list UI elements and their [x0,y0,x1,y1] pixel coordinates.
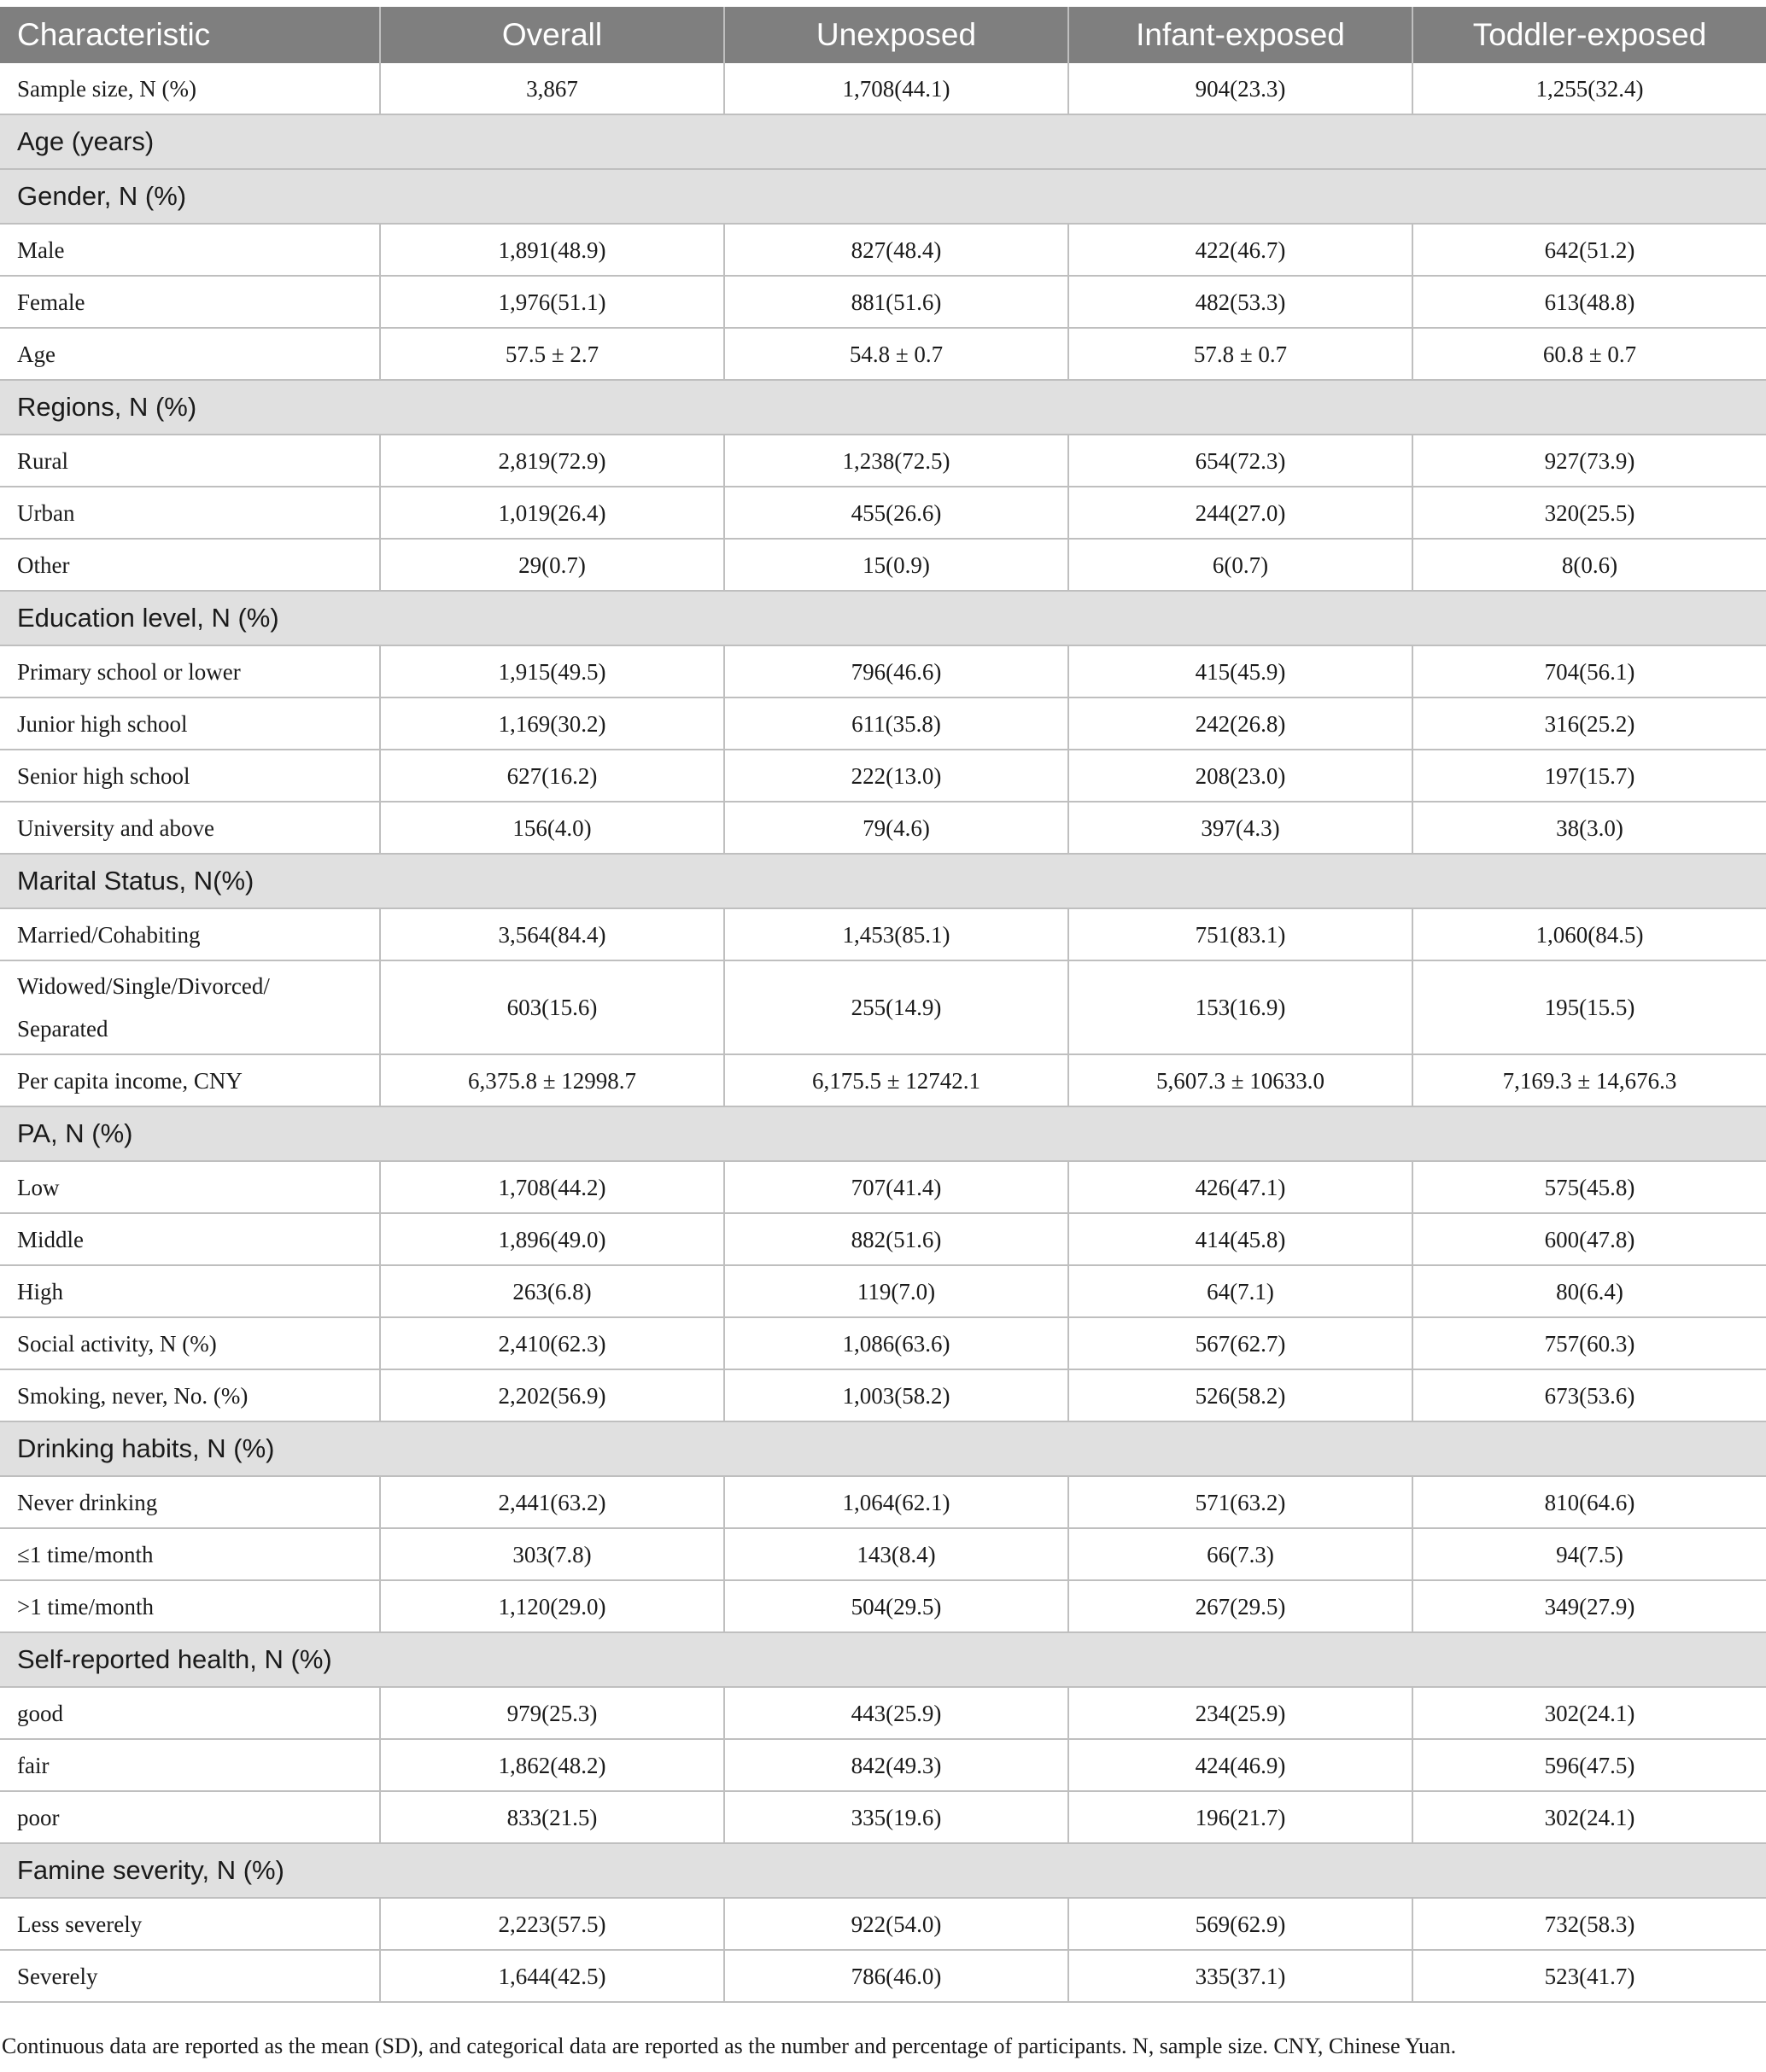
cell-infant-exposed: 397(4.3) [1068,802,1412,854]
cell-toddler-exposed: 320(25.5) [1412,487,1766,539]
cell-unexposed: 1,064(62.1) [724,1476,1068,1528]
cell-unexposed: 1,708(44.1) [724,63,1068,114]
cell-overall: 263(6.8) [380,1265,724,1317]
row-label: Female [0,276,380,328]
cell-unexposed: 335(19.6) [724,1791,1068,1843]
cell-unexposed: 143(8.4) [724,1528,1068,1580]
section-label: Gender, N (%) [0,169,1766,224]
cell-overall: 2,223(57.5) [380,1898,724,1950]
cell-infant-exposed: 66(7.3) [1068,1528,1412,1580]
cell-toddler-exposed: 575(45.8) [1412,1161,1766,1213]
cell-unexposed: 1,086(63.6) [724,1317,1068,1369]
section-label: Regions, N (%) [0,380,1766,435]
row-label: Widowed/Single/Divorced/ Separated [0,960,380,1054]
cell-infant-exposed: 153(16.9) [1068,960,1412,1054]
cell-unexposed: 786(46.0) [724,1950,1068,2002]
cell-toddler-exposed: 1,255(32.4) [1412,63,1766,114]
section-header-row [0,169,1766,224]
section-label: Marital Status, N(%) [0,854,1766,908]
cell-toddler-exposed: 757(60.3) [1412,1317,1766,1369]
cell-overall: 2,441(63.2) [380,1476,724,1528]
cell-overall: 603(15.6) [380,960,724,1054]
row-label: Senior high school [0,750,380,802]
cell-infant-exposed: 234(25.9) [1068,1687,1412,1739]
section-header-row [0,380,1766,435]
cell-toddler-exposed: 927(73.9) [1412,435,1766,487]
header-characteristic: Characteristic [0,7,380,63]
table-row [0,960,1766,1054]
row-label: Primary school or lower [0,645,380,697]
cell-infant-exposed: 569(62.9) [1068,1898,1412,1950]
cell-unexposed: 119(7.0) [724,1265,1068,1317]
table-row [0,802,1766,854]
table-row [0,1739,1766,1791]
cell-overall: 2,819(72.9) [380,435,724,487]
cell-infant-exposed: 526(58.2) [1068,1369,1412,1421]
cell-unexposed: 504(29.5) [724,1580,1068,1632]
cell-infant-exposed: 208(23.0) [1068,750,1412,802]
cell-toddler-exposed: 732(58.3) [1412,1898,1766,1950]
cell-toddler-exposed: 600(47.8) [1412,1213,1766,1265]
cell-toddler-exposed: 523(41.7) [1412,1950,1766,2002]
cell-unexposed: 707(41.4) [724,1161,1068,1213]
cell-infant-exposed: 415(45.9) [1068,645,1412,697]
cell-infant-exposed: 6(0.7) [1068,539,1412,591]
cell-overall: 1,169(30.2) [380,697,724,750]
section-label: Self-reported health, N (%) [0,1632,1766,1687]
cell-unexposed: 15(0.9) [724,539,1068,591]
section-label: Drinking habits, N (%) [0,1421,1766,1476]
cell-unexposed: 882(51.6) [724,1213,1068,1265]
cell-overall: 979(25.3) [380,1687,724,1739]
table-row [0,1898,1766,1950]
table-row [0,697,1766,750]
section-label: Education level, N (%) [0,591,1766,645]
cell-toddler-exposed: 302(24.1) [1412,1687,1766,1739]
cell-infant-exposed: 571(63.2) [1068,1476,1412,1528]
header-row [0,7,1766,63]
row-label: Social activity, N (%) [0,1317,380,1369]
cell-overall: 3,564(84.4) [380,908,724,960]
cell-unexposed: 827(48.4) [724,224,1068,276]
table-row [0,1369,1766,1421]
section-header-row [0,1843,1766,1898]
cell-unexposed: 881(51.6) [724,276,1068,328]
section-header-row [0,1632,1766,1687]
cell-infant-exposed: 5,607.3 ± 10633.0 [1068,1054,1412,1106]
row-label: Per capita income, CNY [0,1054,380,1106]
cell-overall: 1,896(49.0) [380,1213,724,1265]
cell-unexposed: 796(46.6) [724,645,1068,697]
table-row [0,1528,1766,1580]
cell-unexposed: 54.8 ± 0.7 [724,328,1068,380]
cell-unexposed: 222(13.0) [724,750,1068,802]
row-label: Married/Cohabiting [0,908,380,960]
cell-infant-exposed: 751(83.1) [1068,908,1412,960]
section-label: PA, N (%) [0,1106,1766,1161]
cell-toddler-exposed: 810(64.6) [1412,1476,1766,1528]
table-row [0,487,1766,539]
header-overall: Overall [380,7,724,63]
cell-toddler-exposed: 7,169.3 ± 14,676.3 [1412,1054,1766,1106]
table-row [0,750,1766,802]
table-row [0,328,1766,380]
cell-overall: 1,891(48.9) [380,224,724,276]
table-row [0,1950,1766,2002]
row-label: Urban [0,487,380,539]
cell-overall: 627(16.2) [380,750,724,802]
table-row [0,908,1766,960]
row-label: Age [0,328,380,380]
table-row [0,224,1766,276]
cell-overall: 156(4.0) [380,802,724,854]
table-row [0,1476,1766,1528]
section-header-row [0,591,1766,645]
cell-unexposed: 255(14.9) [724,960,1068,1054]
row-label: ≤1 time/month [0,1528,380,1580]
cell-unexposed: 922(54.0) [724,1898,1068,1950]
table-row [0,1580,1766,1632]
section-header-row [0,114,1766,169]
row-label: University and above [0,802,380,854]
cell-toddler-exposed: 349(27.9) [1412,1580,1766,1632]
cell-infant-exposed: 424(46.9) [1068,1739,1412,1791]
cell-toddler-exposed: 704(56.1) [1412,645,1766,697]
table-row [0,1791,1766,1843]
cell-overall: 1,019(26.4) [380,487,724,539]
table-row [0,645,1766,697]
row-label: Severely [0,1950,380,2002]
cell-infant-exposed: 482(53.3) [1068,276,1412,328]
cell-overall: 1,915(49.5) [380,645,724,697]
cell-infant-exposed: 196(21.7) [1068,1791,1412,1843]
table-row [0,1317,1766,1369]
cell-unexposed: 842(49.3) [724,1739,1068,1791]
cell-infant-exposed: 426(47.1) [1068,1161,1412,1213]
cell-unexposed: 1,453(85.1) [724,908,1068,960]
cell-toddler-exposed: 197(15.7) [1412,750,1766,802]
cell-infant-exposed: 567(62.7) [1068,1317,1412,1369]
table-row [0,539,1766,591]
cell-infant-exposed: 654(72.3) [1068,435,1412,487]
cell-toddler-exposed: 596(47.5) [1412,1739,1766,1791]
characteristics-table [0,7,1766,2003]
cell-overall: 1,644(42.5) [380,1950,724,2002]
row-label: good [0,1687,380,1739]
cell-overall: 57.5 ± 2.7 [380,328,724,380]
cell-overall: 1,120(29.0) [380,1580,724,1632]
cell-overall: 833(21.5) [380,1791,724,1843]
row-label: Smoking, never, No. (%) [0,1369,380,1421]
row-label: High [0,1265,380,1317]
table-row [0,1213,1766,1265]
row-label: Other [0,539,380,591]
cell-infant-exposed: 414(45.8) [1068,1213,1412,1265]
characteristics-table-container [0,7,1766,2003]
cell-overall: 6,375.8 ± 12998.7 [380,1054,724,1106]
row-label: >1 time/month [0,1580,380,1632]
table-header [0,7,1766,63]
cell-toddler-exposed: 38(3.0) [1412,802,1766,854]
table-row [0,1265,1766,1317]
header-toddler-exposed: Toddler-exposed [1412,7,1766,63]
cell-toddler-exposed: 60.8 ± 0.7 [1412,328,1766,380]
cell-unexposed: 455(26.6) [724,487,1068,539]
cell-overall: 1,708(44.2) [380,1161,724,1213]
section-header-row [0,1106,1766,1161]
row-label: Middle [0,1213,380,1265]
header-infant-exposed: Infant-exposed [1068,7,1412,63]
table-body [0,63,1766,2002]
cell-toddler-exposed: 195(15.5) [1412,960,1766,1054]
row-label: Less severely [0,1898,380,1950]
cell-infant-exposed: 242(26.8) [1068,697,1412,750]
row-label: Sample size, N (%) [0,63,380,114]
cell-infant-exposed: 57.8 ± 0.7 [1068,328,1412,380]
cell-unexposed: 6,175.5 ± 12742.1 [724,1054,1068,1106]
row-label: Low [0,1161,380,1213]
cell-infant-exposed: 422(46.7) [1068,224,1412,276]
section-label: Famine severity, N (%) [0,1843,1766,1898]
table-row [0,1054,1766,1106]
row-label: Male [0,224,380,276]
cell-toddler-exposed: 316(25.2) [1412,697,1766,750]
cell-infant-exposed: 904(23.3) [1068,63,1412,114]
cell-toddler-exposed: 94(7.5) [1412,1528,1766,1580]
cell-unexposed: 1,003(58.2) [724,1369,1068,1421]
table-row [0,435,1766,487]
cell-toddler-exposed: 1,060(84.5) [1412,908,1766,960]
cell-overall: 2,202(56.9) [380,1369,724,1421]
header-unexposed: Unexposed [724,7,1068,63]
cell-toddler-exposed: 642(51.2) [1412,224,1766,276]
section-header-row [0,854,1766,908]
table-row [0,1161,1766,1213]
row-label: poor [0,1791,380,1843]
cell-overall: 3,867 [380,63,724,114]
row-label: Never drinking [0,1476,380,1528]
cell-infant-exposed: 244(27.0) [1068,487,1412,539]
cell-unexposed: 443(25.9) [724,1687,1068,1739]
row-label: Junior high school [0,697,380,750]
table-row [0,63,1766,114]
cell-toddler-exposed: 80(6.4) [1412,1265,1766,1317]
table-row [0,276,1766,328]
cell-overall: 303(7.8) [380,1528,724,1580]
cell-infant-exposed: 267(29.5) [1068,1580,1412,1632]
row-label: Rural [0,435,380,487]
section-label: Age (years) [0,114,1766,169]
cell-overall: 2,410(62.3) [380,1317,724,1369]
cell-unexposed: 611(35.8) [724,697,1068,750]
cell-toddler-exposed: 613(48.8) [1412,276,1766,328]
cell-overall: 1,976(51.1) [380,276,724,328]
cell-toddler-exposed: 8(0.6) [1412,539,1766,591]
cell-unexposed: 1,238(72.5) [724,435,1068,487]
cell-overall: 1,862(48.2) [380,1739,724,1791]
cell-infant-exposed: 335(37.1) [1068,1950,1412,2002]
cell-infant-exposed: 64(7.1) [1068,1265,1412,1317]
cell-toddler-exposed: 302(24.1) [1412,1791,1766,1843]
table-row [0,1687,1766,1739]
cell-toddler-exposed: 673(53.6) [1412,1369,1766,1421]
section-header-row [0,1421,1766,1476]
cell-overall: 29(0.7) [380,539,724,591]
table-footnote: Continuous data are reported as the mean (SD), and categorical data are reported as the number and percentage of participants. N, sample size. CNY, Chinese Yuan. [2,2034,1457,2058]
cell-unexposed: 79(4.6) [724,802,1068,854]
row-label: fair [0,1739,380,1791]
